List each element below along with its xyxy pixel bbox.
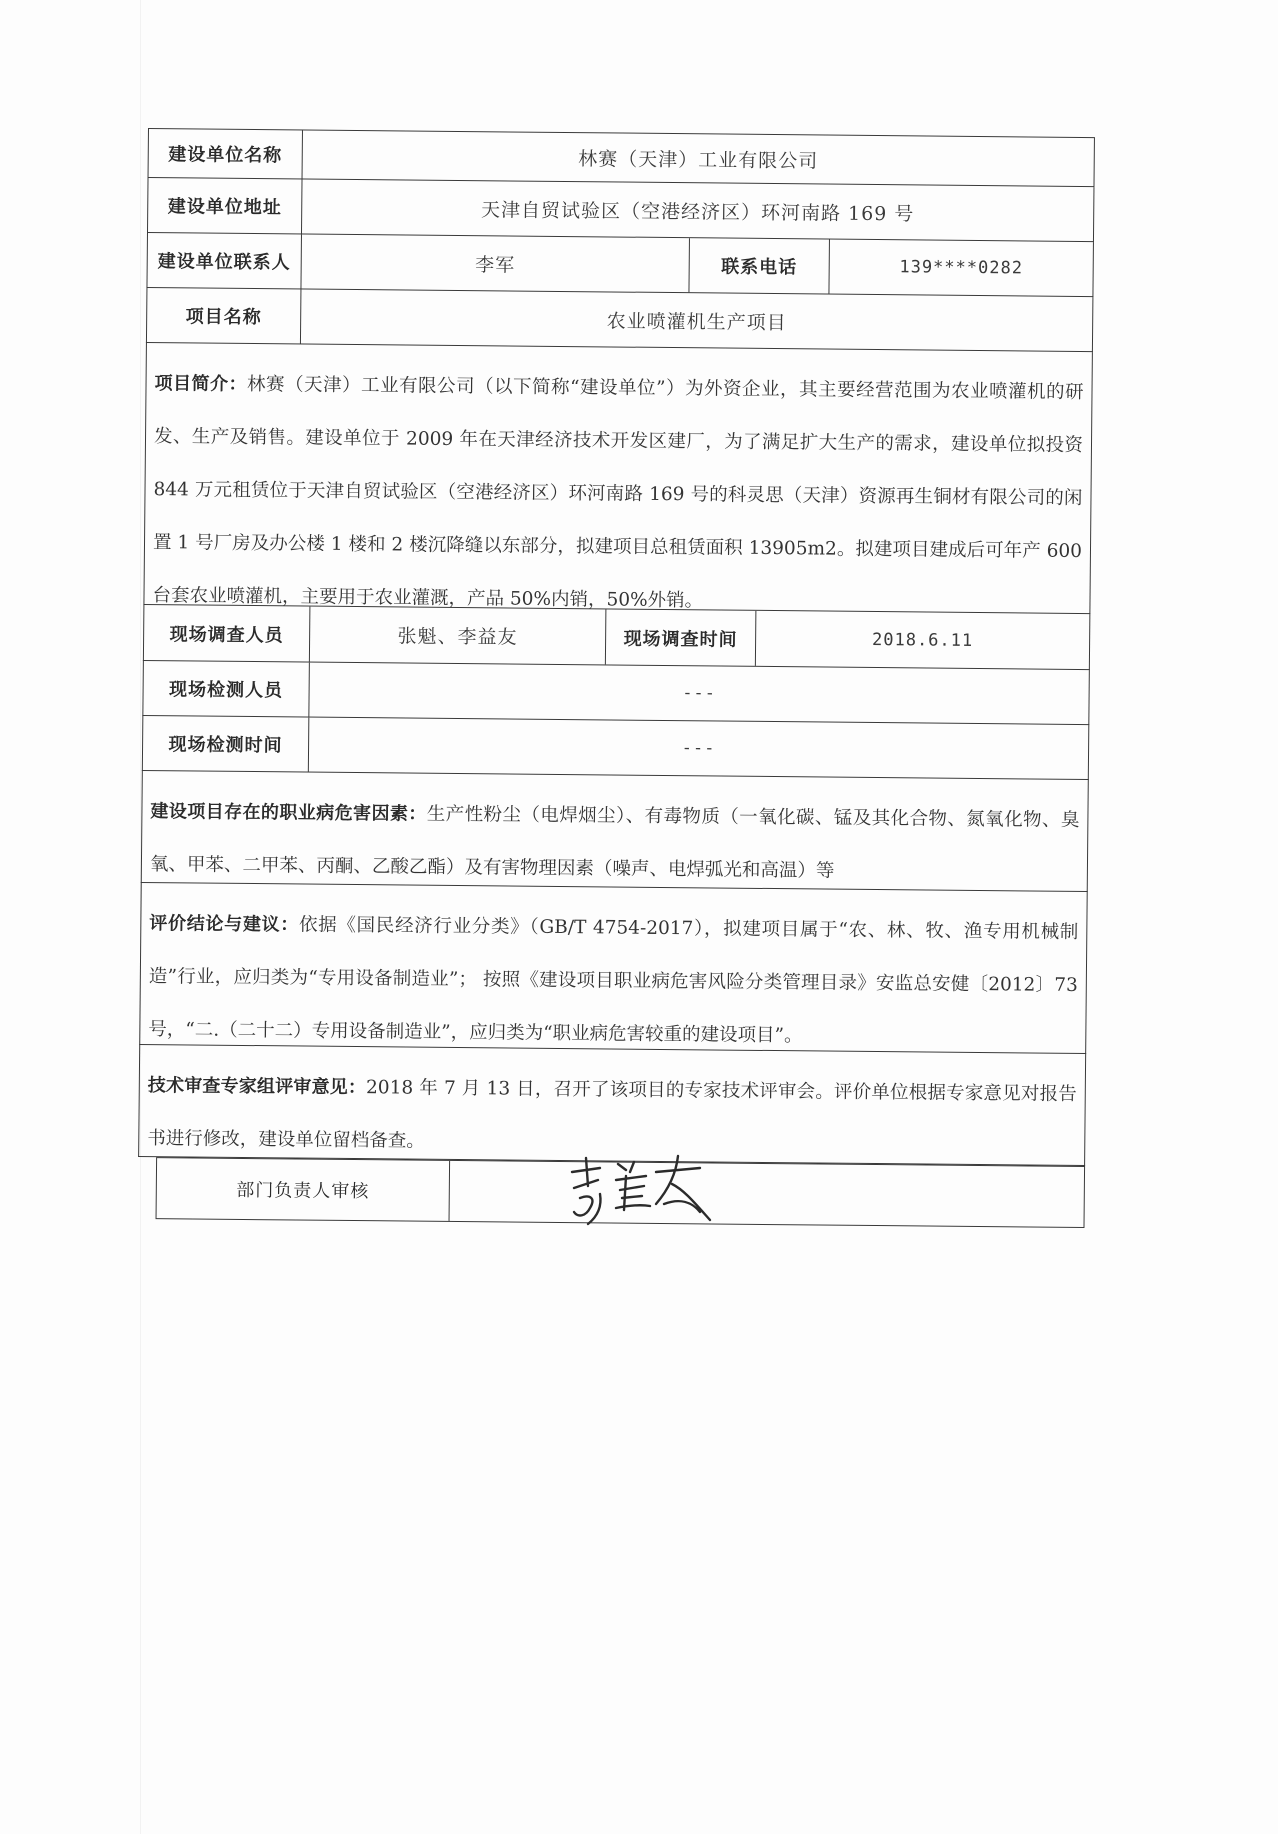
detect-staff-value: --- (308, 663, 1088, 724)
project-info-form (138, 128, 1095, 1228)
project-name-value: 农业喷灌机生产项目 (300, 289, 1092, 351)
survey-time-label: 现场调查时间 (605, 609, 756, 665)
row-expert-review (138, 1045, 1086, 1166)
survey-staff-value: 张魁、李益友 (309, 607, 606, 665)
hazard-heading: 建设项目存在的职业病危害因素： (150, 801, 427, 825)
approval-signature-cell (449, 1161, 1085, 1227)
review-text: 2018 年 7 月 13 日，召开了该项目的专家技术评审会。评价单位根据专家意见对报告书进行修改，建设单位留档备查。 (147, 1077, 1077, 1152)
unit-address-value: 天津自贸试验区（空港经济区）环河南路 169 号 (301, 179, 1093, 241)
row-project-summary (143, 343, 1092, 614)
approval-label: 部门负责人审核 (236, 1179, 370, 1203)
unit-name-value: 林赛（天津）工业有限公司 (302, 130, 1094, 186)
survey-staff-label: 现场调查人员 (169, 623, 284, 646)
project-name-label: 项目名称 (185, 306, 262, 329)
detect-time-value: --- (308, 718, 1088, 779)
unit-name-label: 建设单位名称 (168, 144, 283, 167)
summary-heading: 项目简介： (154, 373, 248, 395)
unit-address-label: 建设单位地址 (167, 196, 282, 219)
contact-label: 建设单位联系人 (157, 251, 291, 274)
row-unit-name (148, 128, 1095, 187)
row-unit-address (147, 178, 1094, 242)
phone-value: 139****0282 (828, 240, 1093, 297)
row-detect-time (142, 716, 1089, 780)
handwritten-signature (560, 1150, 720, 1230)
project-summary (144, 343, 1091, 613)
row-survey (143, 605, 1090, 670)
expert-review (139, 1045, 1085, 1165)
evaluation-conclusion (140, 883, 1087, 1053)
review-heading: 技术审查专家组评审意见： (147, 1075, 367, 1099)
hazard-text: 生产性粉尘（电焊烟尘）、有毒物质（一氧化碳、锰及其化合物、氮氧化物、臭氧、甲苯、二甲苯、丙酮、乙酸乙酯）及有害物理因素（噪声、电焊弧光和高温）等 (149, 803, 1080, 882)
survey-time-value: 2018.6.11 (755, 611, 1090, 669)
phone-label: 联系电话 (688, 238, 829, 293)
row-contact (146, 233, 1093, 297)
conclusion-text: 依据《国民经济行业分类》（GB/T 4754-2017），拟建项目属于“农、林、牧、渔专用机械制造”行业，应归类为“专用设备制造业”； 按照《建设项目职业病危害风险分类管理目录》安监总安健〔2012〕73 号，“二.（二十二）专用设备制造业”，应归类为“职业病危害较重的建设项目”。 (148, 914, 1079, 1047)
row-detect-staff (142, 661, 1089, 725)
conclusion-heading: 评价结论与建议： (149, 913, 300, 936)
detect-time-label: 现场检测时间 (168, 734, 283, 757)
summary-text: 林赛（天津）工业有限公司（以下简称“建设单位”）为外资企业，其主要经营范围为农业喷灌机的研发、生产及销售。建设单位于 2009 年在天津经济技术开发区建厂，为了满足扩大生产的需求，建设单位拟投资 844 万元租赁位于天津自贸试验区（空港经济区）环河南路 169 号的科灵思（天津）资源再生铜材有限公司的闲置 1 号厂房及办公楼 1 楼和 2 楼沉降缝以东部分，拟建项目总租赁面积 13905m2。拟建项目建成后可年产 600 台套农业喷灌机，主要用于农业灌溉，产品 50%内销，50%外销。 (152, 373, 1084, 612)
row-project-name (146, 288, 1093, 352)
row-conclusion (139, 883, 1088, 1054)
contact-value: 李军 (300, 234, 689, 292)
detect-staff-label: 现场检测人员 (169, 679, 284, 702)
hazard-factors (142, 771, 1088, 891)
row-hazards (141, 771, 1089, 892)
